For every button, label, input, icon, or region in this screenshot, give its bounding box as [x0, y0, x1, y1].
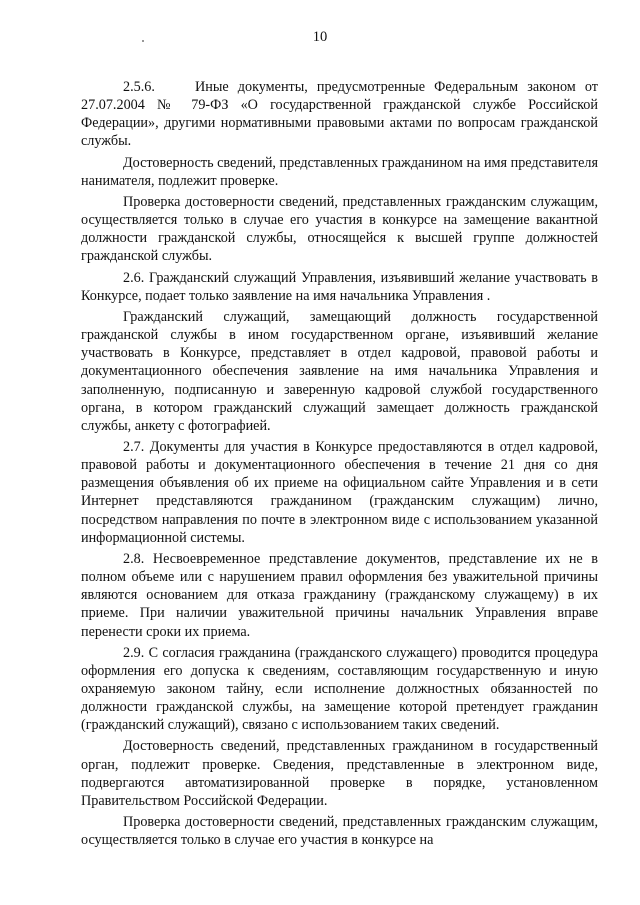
paragraph: Проверка достоверности сведений, представленных гражданским служащим, осуществляется только в случае его участия в конкурсе на замещение вакантной должности гражданской службы, относящейся к высшей группе должностей гражданской службы. — [81, 193, 598, 265]
clause-number: 2.5.6. — [123, 79, 155, 95]
document-body — [81, 78, 598, 849]
paragraph-2-9: 2.9. С согласия гражданина (гражданского служащего) проводится процедура оформления его допуска к сведениям, составляющим государственную и иную охраняемую законом тайну, если исполнение должностных обязанностей по должности гражданской службы, на замещение которой претендует гражданин (гражданский служащий), связано с использованием таких сведений. — [81, 644, 598, 734]
paragraph-2-7: 2.7. Документы для участия в Конкурсе предоставляются в отдел кадровой, правовой работы и документационного обеспечения в течение 21 дня со дня размещения объявления об их приеме на официальном сайте Управления и в сети Интернет представляются гражданином (гражданским служащим) лично, посредством направления по почте в электронном виде с использованием указанной информационной системы. — [81, 438, 598, 546]
paragraph: Достоверность сведений, представленных гражданином в государственный орган, подлежит проверке. Сведения, представленные в электронном виде, подвергаются автоматизированной проверке в порядке, установленном Правительством Российской Федерации. — [81, 738, 598, 809]
paragraph-2-8: 2.8. Несвоевременное представление документов, представление их не в полном объеме или с нарушением правил оформления без уважительной причины являются основанием для отказа гражданину (гражданскому служащему) в их приеме. При наличии уважительной причины начальник Управления вправе перенести сроки их приема. — [81, 550, 598, 640]
paragraph-text: Иные документы, предусмотренные Федеральным законом от 27.07.2004 № 79-ФЗ «О государственной гражданской службе Российской Федерации», другими нормативными правовыми актами по вопросам гражданской службы. — [81, 79, 598, 150]
paragraph-continued: Проверка достоверности сведений, представленных гражданским служащим, осуществляется только в случае его участия в конкурсе на — [81, 814, 598, 849]
paragraph-2-6: 2.6. Гражданский служащий Управления, изъявивший желание участвовать в Конкурсе, подает только заявление на имя начальника Управления . — [81, 269, 598, 304]
paragraph-2-5-6 — [81, 78, 598, 151]
scan-dot-mark — [142, 40, 144, 42]
paragraph: Достоверность сведений, представленных гражданином на имя представителя нанимателя, подлежит проверке. — [81, 154, 598, 189]
page-number: 10 — [312, 29, 328, 45]
paragraph: Гражданский служащий, замещающий должность государственной гражданской службы в ином государственном органе, изъявивший желание участвовать в Конкурсе, представляет в отдел кадровой, правовой работы и документационного обеспечения заявление на имя начальника Управления и заполненную, подписанную и заверенную кадровой службой государственного органа, в котором гражданский служащий замещает должность гражданской службы, анкету с фотографией. — [81, 308, 598, 434]
